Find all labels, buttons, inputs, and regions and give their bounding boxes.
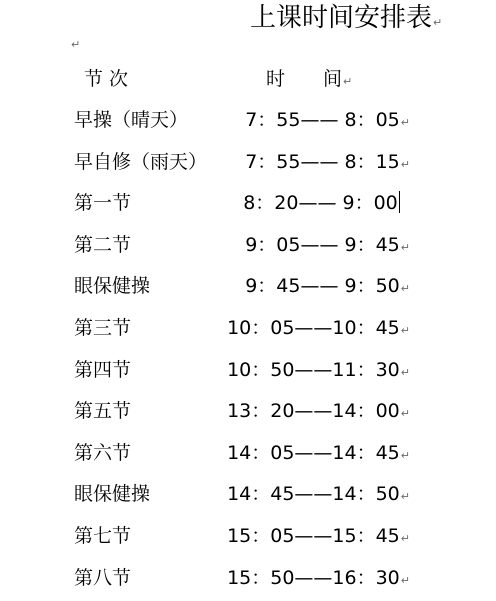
paragraph-mark-icon: ↵	[400, 490, 410, 504]
schedule-row[interactable]	[0, 146, 496, 188]
schedule-row[interactable]	[0, 270, 496, 312]
period-name: 第八节	[74, 566, 132, 589]
period-time: 14：05——14：45↵	[227, 441, 410, 464]
schedule-row[interactable]	[0, 478, 496, 520]
paragraph-mark-icon: ↵	[343, 75, 353, 88]
period-name: 第二节	[74, 233, 132, 256]
period-time: 8：20—— 9：00	[243, 192, 398, 215]
schedule-row[interactable]	[0, 562, 496, 601]
header-section: 节 次	[84, 68, 129, 90]
paragraph-mark-icon: ↵	[400, 282, 410, 296]
period-time: 9：45—— 9：50↵	[245, 275, 410, 298]
period-time: 9：05—— 9：45↵	[245, 233, 410, 256]
schedule-row[interactable]	[0, 229, 496, 271]
schedule-row[interactable]	[0, 104, 496, 146]
period-time: 13：20——14：00↵	[227, 400, 410, 423]
paragraph-mark-icon: ↵	[400, 365, 410, 379]
paragraph-mark-icon: ↵	[400, 116, 410, 129]
period-name: 早自修（雨天）	[74, 150, 208, 173]
period-time: 10：05——10：45↵	[227, 316, 410, 339]
document-title[interactable]	[250, 2, 442, 39]
period-name: 第七节	[74, 524, 132, 547]
period-time: 10：50——11：30↵	[227, 358, 410, 381]
schedule-row[interactable]	[0, 354, 496, 396]
period-name: 第六节	[74, 441, 132, 464]
text-cursor	[399, 191, 400, 213]
title-text: 上课时间安排表	[250, 3, 433, 33]
period-name: 眼保健操	[74, 275, 151, 298]
schedule-row[interactable]	[0, 187, 496, 229]
period-time: 14：45——14：50↵	[227, 483, 410, 506]
schedule-list	[0, 104, 496, 601]
paragraph-mark-icon: ↵	[71, 38, 81, 51]
period-time: 7：55—— 8：05↵	[245, 109, 410, 131]
paragraph-mark-icon: ↵	[400, 323, 410, 337]
paragraph-mark-icon: ↵	[400, 407, 410, 421]
schedule-row[interactable]	[0, 395, 496, 437]
paragraph-mark-icon: ↵	[400, 448, 410, 462]
period-time: 15：50——16：30↵	[227, 566, 410, 589]
paragraph-mark-icon: ↵	[400, 531, 410, 545]
paragraph-mark-icon: ↵	[400, 573, 410, 587]
schedule-row[interactable]	[0, 312, 496, 354]
period-name: 第一节	[74, 192, 132, 215]
period-name: 第三节	[74, 316, 132, 339]
header-time: 时 间↵	[266, 68, 353, 90]
period-name: 第五节	[74, 400, 132, 423]
period-name: 眼保健操	[74, 483, 151, 506]
schedule-row[interactable]	[0, 437, 496, 479]
period-time: 7：55—— 8：15↵	[245, 150, 410, 173]
paragraph-mark-icon: ↵	[433, 16, 443, 29]
period-time: 15：05——15：45↵	[227, 524, 410, 547]
paragraph-mark-icon: ↵	[400, 157, 410, 171]
paragraph-mark-icon: ↵	[400, 240, 410, 254]
schedule-row[interactable]	[0, 520, 496, 562]
period-name: 第四节	[74, 358, 132, 381]
period-name: 早操（晴天）	[74, 109, 189, 131]
table-header[interactable]	[0, 64, 496, 94]
